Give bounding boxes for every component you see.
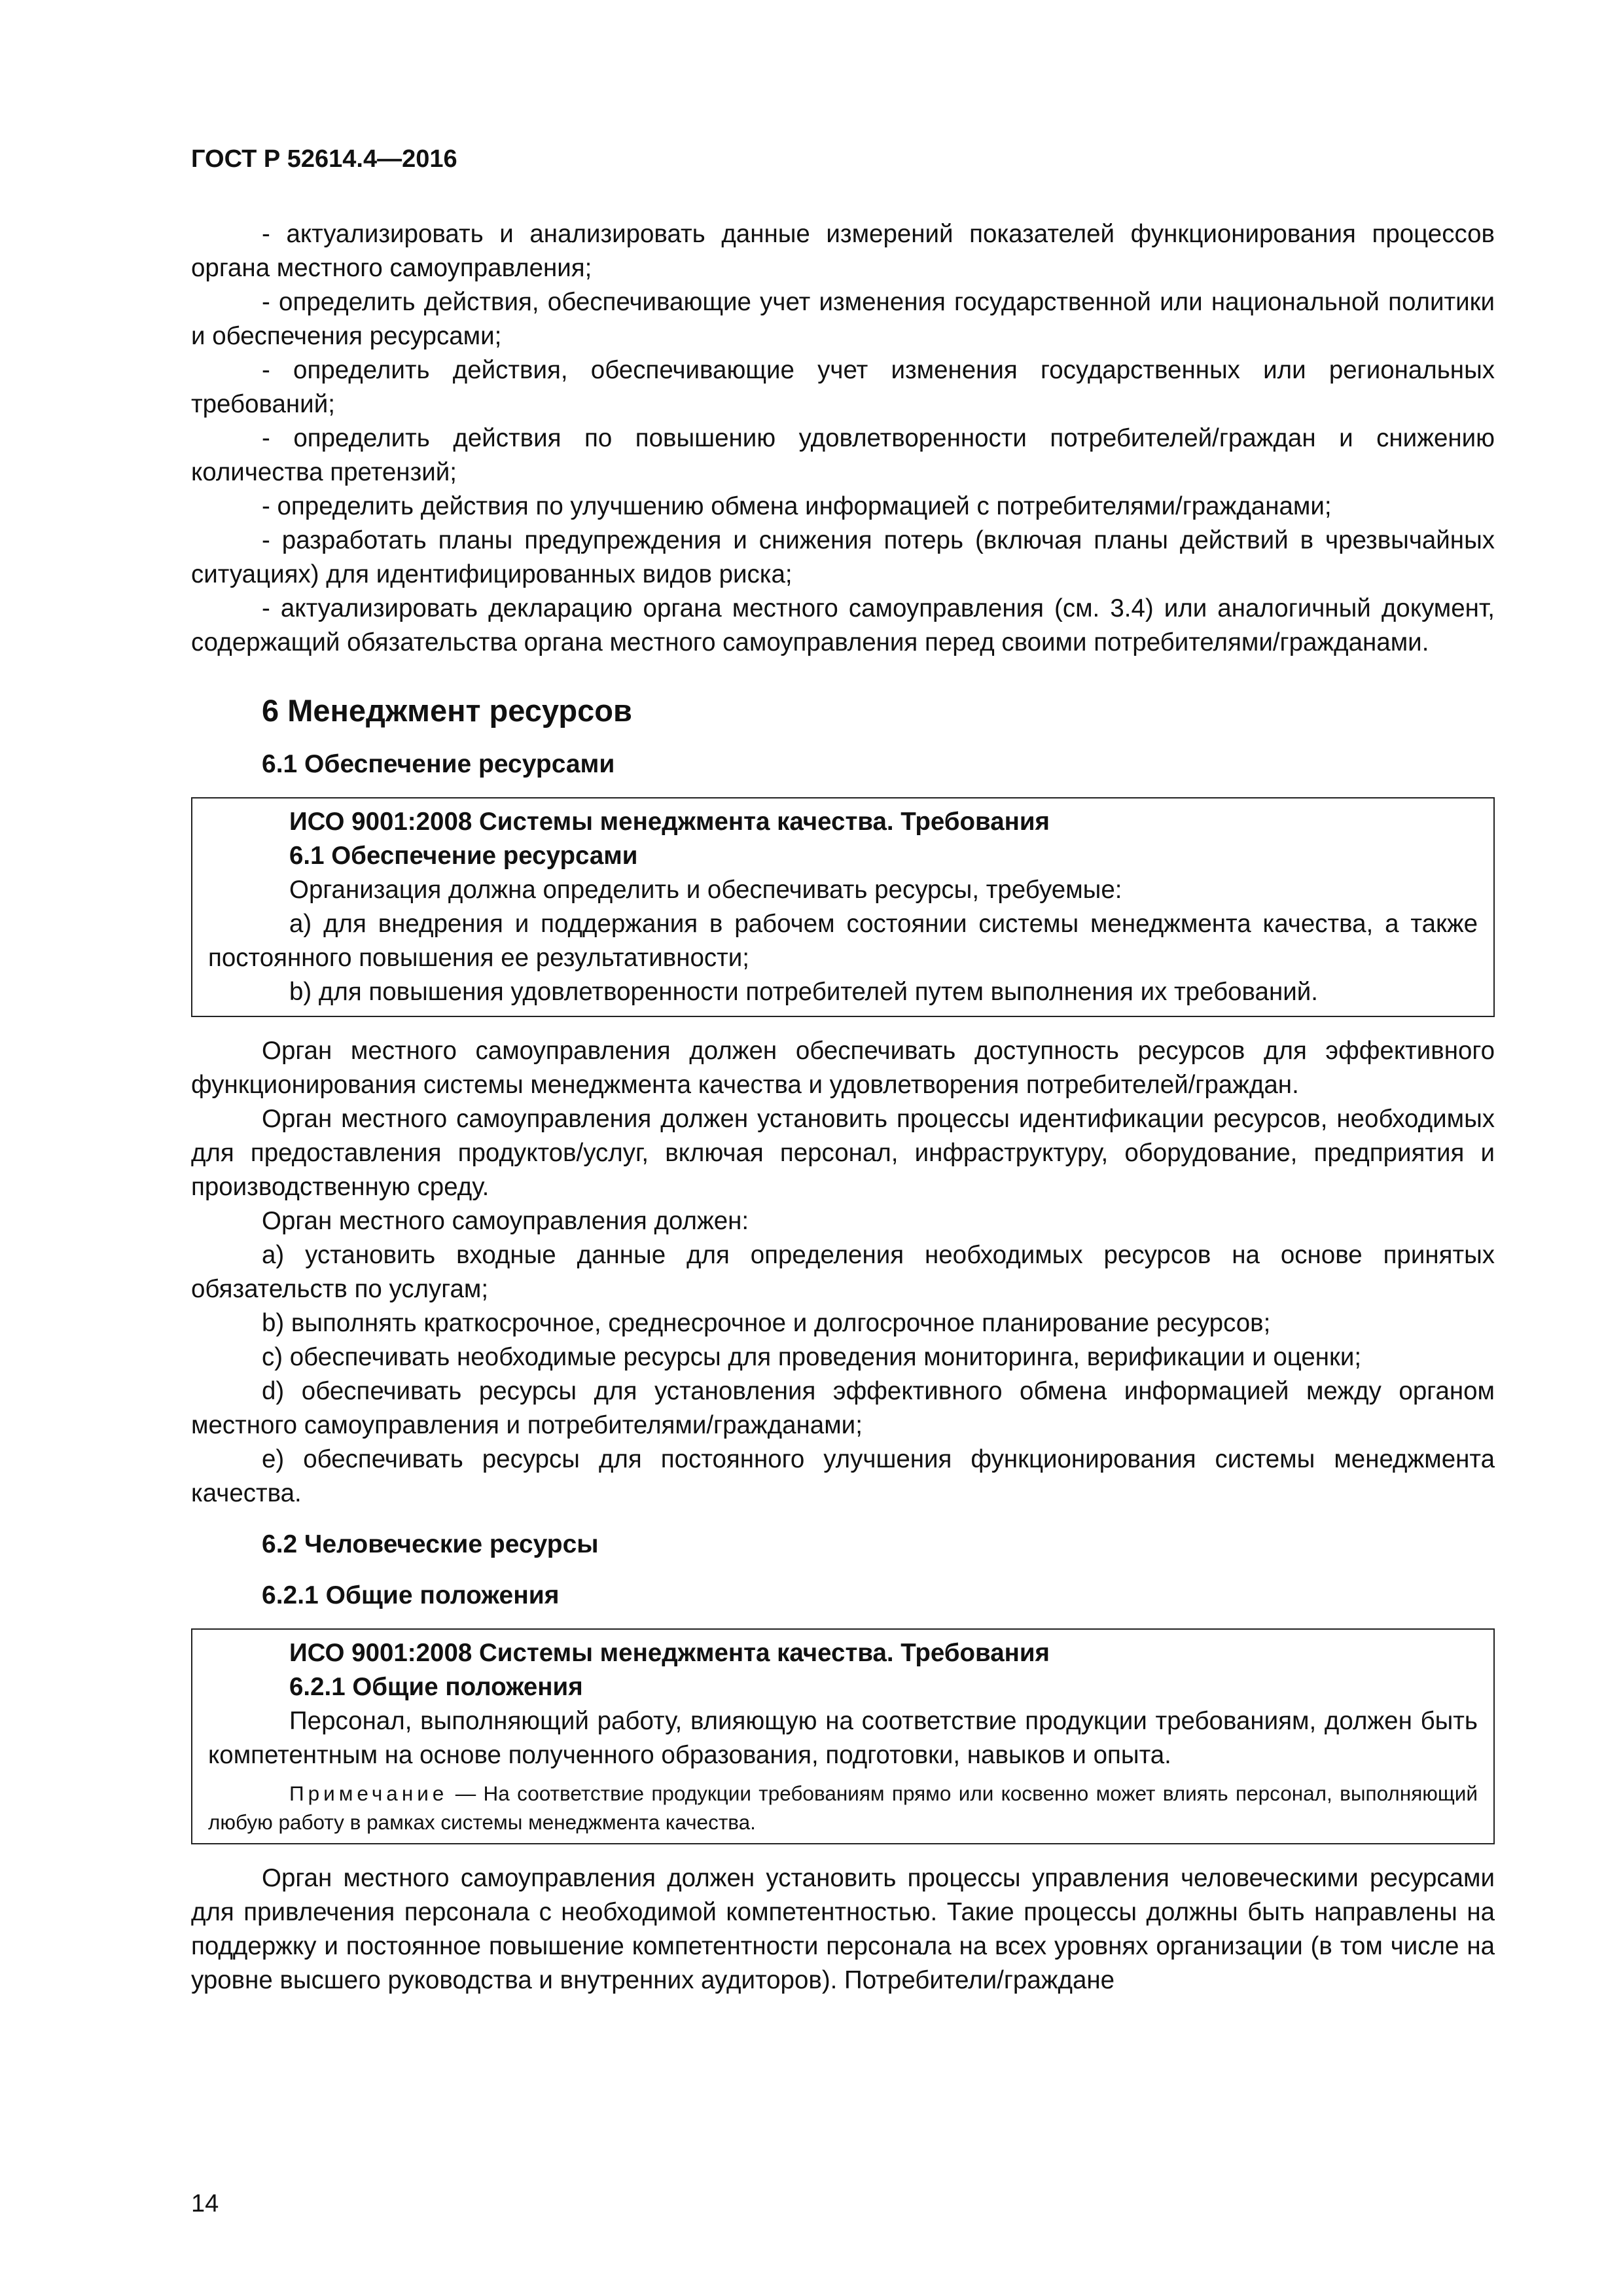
quote-line: b) для повышения удовлетворенности потребителей путем выполнения их требований. — [289, 978, 1318, 1006]
subsection-heading: 6.1 Обеспечение ресурсами — [262, 750, 615, 778]
quote-line: Персонал, выполняющий работу, влияющую на соответствие продукции требованиям, должен быть компетентным на основе полученного образования, подготовки, навыков и опыта. — [208, 1707, 1478, 1769]
subsubsection-heading: 6.2.1 Общие положения — [262, 1581, 560, 1609]
subsection-heading: 6.2 Человеческие ресурсы — [262, 1530, 599, 1558]
paragraph: Орган местного самоуправления должен: — [262, 1207, 749, 1235]
page-content — [191, 217, 1495, 1998]
quote-line: Организация должна определить и обеспечивать ресурсы, требуемые: — [289, 876, 1122, 904]
list-item: - определить действия, обеспечивающие учет изменения государственных или региональных требований; — [191, 356, 1495, 418]
list-item: b) выполнять краткосрочное, среднесрочное и долгосрочное планирование ресурсов; — [262, 1309, 1271, 1337]
quote-source: ИСО 9001:2008 Системы менеджмента качества. Требования — [289, 808, 1050, 836]
list-item: - разработать планы предупреждения и снижения потерь (включая планы действий в чрезвычайных ситуациях) для идентифицированных видов риска; — [191, 526, 1495, 588]
quote-note — [208, 1779, 1478, 1837]
paragraph: Орган местного самоуправления должен установить процессы управления человеческими ресурсами для привлечения персонала с необходимой компетентностью. Такие процессы должны быть направлены на поддержку и постоянное повышение компетентности персонала на всех уровнях организации (в том числе на уровне высшего руководства и внутренних аудиторов). Потребители/граждане — [191, 1864, 1495, 1994]
iso-quote-box — [191, 797, 1495, 1017]
note-label: Примечание — [289, 1782, 448, 1805]
section-heading: 6 Менеджмент ресурсов — [262, 693, 632, 728]
list-item: - определить действия по повышению удовлетворенности потребителей/граждан и снижению количества претензий; — [191, 424, 1495, 486]
list-item: - определить действия по улучшению обмена информацией с потребителями/гражданами; — [262, 492, 1332, 520]
list-item: - актуализировать и анализировать данные измерений показателей функционирования процессов органа местного самоуправления; — [191, 220, 1495, 282]
note-text: — На соответствие продукции требованиям прямо или косвенно может влиять персонал, выполняющий любую работу в рамках системы менеджмента качества. — [208, 1782, 1478, 1834]
list-item: - актуализировать декларацию органа местного самоуправления (см. 3.4) или аналогичный документ, содержащий обязательства органа местного самоуправления перед своими потребителями/гражданами. — [191, 594, 1495, 656]
list-item: e) обеспечивать ресурсы для постоянного улучшения функционирования системы менеджмента качества. — [191, 1445, 1495, 1507]
list-item: c) обеспечивать необходимые ресурсы для проведения мониторинга, верификации и оценки; — [262, 1343, 1362, 1371]
paragraph: Орган местного самоуправления должен установить процессы идентификации ресурсов, необходимых для предоставления продуктов/услуг, включая персонал, инфраструктуру, оборудование, предприятия и производственную среду. — [191, 1105, 1495, 1201]
quote-source: ИСО 9001:2008 Системы менеджмента качества. Требования — [289, 1639, 1050, 1667]
standard-code: ГОСТ Р 52614.4—2016 — [191, 145, 457, 173]
quote-subtitle: 6.1 Обеспечение ресурсами — [289, 842, 638, 870]
quote-line: а) для внедрения и поддержания в рабочем состоянии системы менеджмента качества, а также постоянного повышения ее результативности; — [208, 910, 1478, 972]
list-item: d) обеспечивать ресурсы для установления эффективного обмена информацией между органом местного самоуправления и потребителями/гражданами; — [191, 1377, 1495, 1439]
list-item: a) установить входные данные для определения необходимых ресурсов на основе принятых обязательств по услугам; — [191, 1241, 1495, 1303]
iso-quote-box — [191, 1628, 1495, 1844]
quote-subtitle: 6.2.1 Общие положения — [289, 1673, 583, 1701]
paragraph: Орган местного самоуправления должен обеспечивать доступность ресурсов для эффективного функционирования системы менеджмента качества и удовлетворения потребителей/граждан. — [191, 1037, 1495, 1099]
page-number: 14 — [191, 2190, 219, 2217]
list-item: - определить действия, обеспечивающие учет изменения государственной или национальной политики и обеспечения ресурсами; — [191, 288, 1495, 350]
